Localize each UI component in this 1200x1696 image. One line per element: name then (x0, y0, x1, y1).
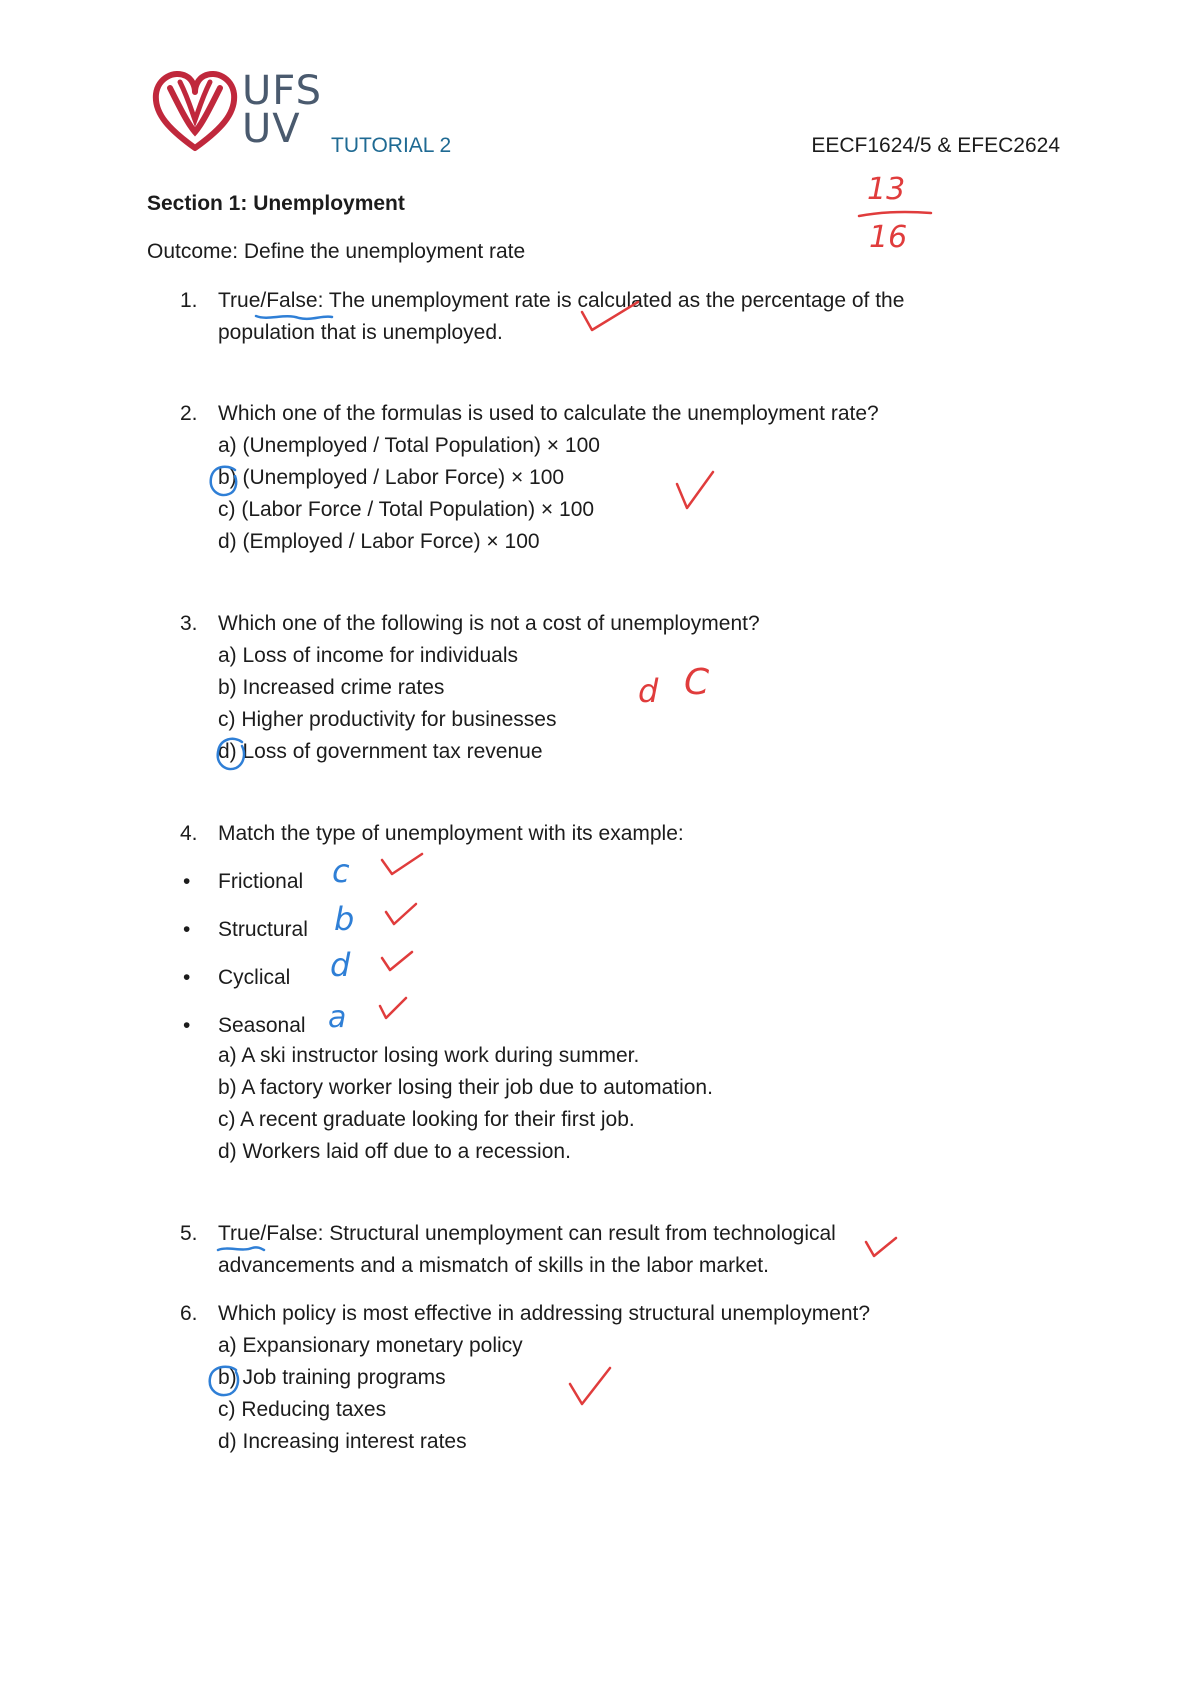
option-c: c) Higher productivity for businesses (218, 708, 557, 731)
question-text: True/False: Structural unemployment can result from technological (218, 1222, 836, 1245)
question-text: Which policy is most effective in addressing structural unemployment? (218, 1302, 871, 1325)
question-number: 6. (180, 1302, 198, 1325)
blue-answer-c: c (332, 852, 350, 890)
option-a: a) Expansionary monetary policy (218, 1334, 523, 1357)
blue-circle-answer-d-icon (212, 734, 252, 776)
option-d: d) Increasing interest rates (218, 1430, 467, 1453)
question-text: population that is unemployed. (218, 321, 503, 344)
option-d: d) (Employed / Labor Force) × 100 (218, 530, 540, 553)
question-number: 3. (180, 612, 198, 635)
blue-underline-true-mark (216, 1244, 266, 1254)
question-number: 2. (180, 402, 198, 425)
bullet-icon: • (183, 966, 191, 989)
bullet-text: Cyclical (218, 966, 291, 989)
score-fraction-line (855, 208, 935, 220)
outcome-text: Outcome: Define the unemployment rate (147, 240, 526, 263)
red-tick-icon (376, 994, 412, 1024)
red-tick-icon (673, 468, 723, 514)
score-denominator: 16 (869, 220, 908, 255)
question-text: Which one of the formulas is used to calculate the unemployment rate? (218, 402, 879, 425)
logo-text-uv: UV (242, 106, 301, 152)
option-a: a) (Unemployed / Total Population) × 100 (218, 434, 600, 457)
question-3-options (218, 640, 556, 768)
ufs-heart-logo-icon (150, 68, 240, 152)
red-tick-icon (566, 1364, 616, 1410)
handwritten-score (855, 172, 935, 262)
question-text: Which one of the following is not a cost of unemployment? (218, 612, 760, 635)
question-text: Match the type of unemployment with its example: (218, 822, 684, 845)
question-number: 5. (180, 1222, 198, 1245)
option-a: a) A ski instructor losing work during summer. (218, 1044, 640, 1067)
section-title: Section 1: Unemployment (147, 192, 405, 215)
question-2-options (218, 430, 600, 558)
option-b: b) A factory worker losing their job due to automation. (218, 1076, 713, 1099)
blue-answer-b: b (334, 900, 355, 938)
bullet-icon: • (183, 918, 191, 941)
question-6-options (218, 1330, 523, 1458)
option-b: b) Increased crime rates (218, 676, 445, 699)
question-text: advancements and a mismatch of skills in the labor market. (218, 1254, 769, 1277)
option-a: a) Loss of income for individuals (218, 644, 518, 667)
option-c: c) Reducing taxes (218, 1398, 387, 1421)
option-b: b) Job training programs (218, 1366, 446, 1389)
blue-underline-false-mark (254, 312, 334, 322)
red-correction-d: d (638, 672, 659, 710)
ufs-logo (150, 62, 350, 158)
red-correction-c: C (684, 662, 710, 703)
question-text: True/False: The unemployment rate is calculated as the percentage of the (218, 289, 905, 312)
tutorial-label: TUTORIAL 2 (331, 134, 452, 157)
question-number: 4. (180, 822, 198, 845)
red-tick-icon (378, 948, 418, 976)
blue-circle-answer-b-icon (204, 1362, 246, 1400)
bullet-text: Frictional (218, 870, 304, 893)
question-4-options (218, 1040, 713, 1168)
course-codes: EECF1624/5 & EFEC2624 (811, 134, 1060, 157)
option-b: b) (Unemployed / Labor Force) × 100 (218, 466, 565, 489)
option-c: c) (Labor Force / Total Population) × 100 (218, 498, 595, 521)
bullet-text: Seasonal (218, 1014, 306, 1037)
option-d: d) Loss of government tax revenue (218, 740, 543, 763)
question-number: 1. (180, 289, 198, 312)
score-numerator: 13 (867, 172, 906, 207)
option-d: d) Workers laid off due to a recession. (218, 1140, 571, 1163)
blue-circle-answer-b-icon (205, 462, 245, 502)
red-tick-icon (578, 298, 648, 338)
option-c: c) A recent graduate looking for their first job. (218, 1108, 635, 1131)
red-tick-icon (862, 1234, 902, 1264)
logo-text-ufs: UFS (242, 68, 322, 114)
bullet-icon: • (183, 1014, 191, 1037)
blue-answer-a: a (328, 1000, 347, 1035)
bullet-text: Structural (218, 918, 308, 941)
blue-answer-d: d (330, 946, 351, 984)
logo-wordmark (242, 68, 322, 152)
bullet-icon: • (183, 870, 191, 893)
red-tick-icon (378, 850, 428, 880)
red-tick-icon (382, 900, 422, 930)
